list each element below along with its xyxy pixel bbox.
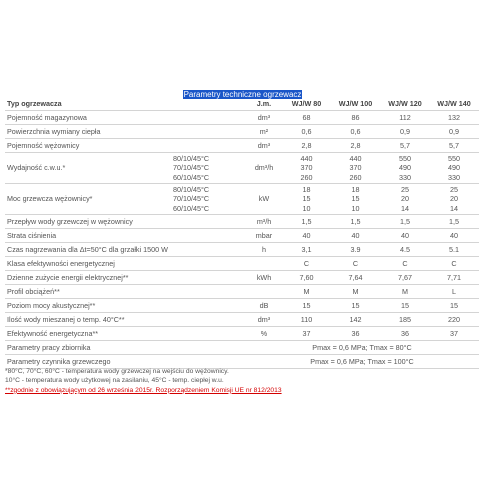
row-unit: kWh (245, 271, 283, 285)
row-label: Klasa efektywności energetycznej (5, 257, 171, 271)
value-cell (283, 125, 330, 139)
value: 185 (399, 314, 411, 324)
table-row (5, 243, 479, 257)
value-cell (330, 229, 381, 243)
value: 68 (302, 112, 311, 122)
value-cell (330, 299, 381, 313)
value: 440 (349, 153, 362, 163)
value: 330 (448, 172, 460, 182)
row-unit: h (245, 243, 283, 257)
value-cell (381, 215, 429, 229)
value: M (352, 286, 359, 296)
row-unit: dm³ (245, 111, 283, 125)
value: 18 (302, 184, 311, 194)
row-unit (245, 257, 283, 271)
value: 5.1 (449, 244, 459, 254)
value: 1,5 (400, 216, 410, 226)
value: 220 (448, 314, 460, 324)
value: 15 (302, 194, 311, 204)
value-cell (381, 139, 429, 153)
header-model: WJ/W 100 (330, 97, 381, 111)
value-cell (429, 285, 479, 299)
value: 36 (401, 328, 409, 338)
span-value: Pmax = 0,6 MPa; Tmax = 100°C (245, 355, 479, 369)
value-cell (330, 153, 381, 184)
value-cell (283, 215, 330, 229)
value-cell (330, 215, 381, 229)
row-condition (171, 313, 245, 327)
value-cell (429, 111, 479, 125)
footnote-regulation: **zgodnie z obowiązującym od 26 września 2015r. Rozporządzeniem Komisji UE nr 812/2013 (5, 386, 282, 394)
table-row (5, 153, 479, 184)
value-cell (381, 313, 429, 327)
row-condition (171, 153, 245, 184)
value-cell (330, 285, 381, 299)
value: 15 (351, 194, 360, 204)
value: 330 (399, 172, 411, 182)
value-cell (330, 111, 381, 125)
condition-line: 60/10/45°C (173, 172, 210, 182)
value: 10 (302, 203, 311, 213)
table-row (5, 229, 479, 243)
value-cell (283, 111, 330, 125)
value: C (352, 258, 359, 268)
header-unit: J.m. (245, 97, 283, 111)
row-label: Dzienne zużycie energii elektrycznej** (5, 271, 171, 285)
value: 15 (351, 300, 360, 310)
value: 40 (351, 230, 360, 240)
value: 40 (302, 230, 311, 240)
value: 550 (399, 153, 411, 163)
value: 1,5 (350, 216, 361, 226)
value-cell (429, 184, 479, 215)
condition-line: 70/10/45°C (173, 194, 210, 204)
value: 40 (401, 230, 409, 240)
table-row (5, 341, 479, 355)
value: 15 (401, 300, 409, 310)
condition-line: 70/10/45°C (173, 163, 210, 173)
row-unit: m² (245, 125, 283, 139)
caption-text: Parametry techniczne ogrzewacz (183, 90, 302, 99)
row-label: Pojemność wężownicy (5, 139, 171, 153)
value-cell (381, 184, 429, 215)
span-value: Pmax = 0,6 MPa; Tmax = 80°C (245, 341, 479, 355)
table-row (5, 299, 479, 313)
value: 110 (300, 314, 313, 324)
table-row (5, 257, 479, 271)
row-condition (171, 215, 245, 229)
header-model: WJ/W 140 (429, 97, 479, 111)
value: 20 (450, 194, 458, 204)
row-condition (171, 285, 245, 299)
row-unit: dm³/h (245, 153, 283, 184)
value: 370 (349, 163, 362, 173)
value: 490 (399, 163, 411, 173)
value-cell (429, 243, 479, 257)
value: 132 (448, 112, 460, 122)
row-label: Przepływ wody grzewczej w wężownicy (5, 215, 171, 229)
value: 18 (351, 184, 360, 194)
value: 7,67 (398, 272, 412, 282)
value: 25 (450, 184, 458, 194)
value: 4.5 (400, 244, 410, 254)
value-cell (381, 271, 429, 285)
value: C (303, 258, 310, 268)
value: 260 (349, 172, 362, 182)
row-condition (171, 271, 245, 285)
value: 0,6 (301, 126, 312, 136)
table-row (5, 125, 479, 139)
row-condition (171, 257, 245, 271)
value: 14 (401, 203, 409, 213)
value-cell (330, 327, 381, 341)
row-label: Ilość wody mieszanej o temp. 40°C** (5, 313, 171, 327)
value-cell (283, 327, 330, 341)
row-label: Efektywność energetyczna** (5, 327, 171, 341)
value-cell (283, 257, 330, 271)
value: 2,8 (301, 140, 312, 150)
table-row (5, 313, 479, 327)
value-cell (381, 243, 429, 257)
value-cell (429, 215, 479, 229)
table-row (5, 285, 479, 299)
value-cell (330, 125, 381, 139)
value: 37 (450, 328, 458, 338)
value-cell (283, 184, 330, 215)
value-cell (330, 139, 381, 153)
condition-line: 80/10/45°C (173, 184, 210, 194)
table-row (5, 327, 479, 341)
value-cell (381, 285, 429, 299)
row-condition (171, 111, 245, 125)
value: M (402, 286, 408, 296)
value: 1,5 (301, 216, 312, 226)
value: 5,7 (400, 140, 410, 150)
value-cell (330, 243, 381, 257)
value-cell (429, 299, 479, 313)
value: 36 (351, 328, 360, 338)
value-cell (429, 125, 479, 139)
value-cell (429, 257, 479, 271)
value-cell (429, 271, 479, 285)
table-row (5, 215, 479, 229)
row-unit (245, 285, 283, 299)
table-row (5, 184, 479, 215)
row-condition (171, 184, 245, 215)
value-cell (381, 327, 429, 341)
row-condition (171, 299, 245, 313)
value-cell (429, 153, 479, 184)
row-label: Powierzchnia wymiany ciepła (5, 125, 171, 139)
row-condition (171, 229, 245, 243)
value-cell (283, 285, 330, 299)
value: 20 (401, 194, 409, 204)
value: 40 (450, 230, 458, 240)
value-cell (381, 111, 429, 125)
value: 7,64 (348, 272, 363, 282)
value: 5,7 (449, 140, 459, 150)
value-cell (429, 229, 479, 243)
value-cell (283, 313, 330, 327)
value-cell (283, 153, 330, 184)
value-cell (381, 229, 429, 243)
value: 0,9 (449, 126, 459, 136)
value-cell (283, 139, 330, 153)
row-label: Poziom mocy akustycznej** (5, 299, 171, 313)
value: 25 (401, 184, 409, 194)
value-cell (429, 313, 479, 327)
row-condition (171, 327, 245, 341)
row-label: Parametry czynnika grzewczego (5, 355, 245, 369)
row-unit: dB (245, 299, 283, 313)
value: 7,71 (447, 272, 461, 282)
value: 3,1 (301, 244, 312, 254)
condition-line: 80/10/45°C (173, 153, 210, 163)
value-cell (283, 271, 330, 285)
value-cell (429, 139, 479, 153)
value-cell (381, 257, 429, 271)
value: 86 (351, 112, 360, 122)
value: 550 (448, 153, 460, 163)
value: 2,8 (350, 140, 361, 150)
header-model: WJ/W 120 (381, 97, 429, 111)
value: C (451, 258, 457, 268)
table-row (5, 111, 479, 125)
value: 3.9 (350, 244, 361, 254)
header-type: Typ ogrzewacza (5, 97, 171, 111)
spec-table (5, 97, 479, 369)
footnote: *80°C, 70°C, 60°C - temperatura wody grzewczej na wejściu do wężownicy. (5, 368, 229, 375)
value: 14 (450, 203, 458, 213)
row-unit: m³/h (245, 215, 283, 229)
value-cell (381, 125, 429, 139)
table-row (5, 139, 479, 153)
header-condition (171, 97, 245, 111)
footnote: 10°C - temperatura wody użytkowej na zasilaniu, 45°C - temp. ciepłej w.u. (5, 377, 224, 385)
row-unit: dm³ (245, 139, 283, 153)
value: 37 (302, 328, 311, 338)
row-unit: % (245, 327, 283, 341)
value: M (303, 286, 310, 296)
table-row (5, 271, 479, 285)
value: 0,6 (350, 126, 361, 136)
condition-line: 60/10/45°C (173, 203, 210, 213)
row-condition (171, 125, 245, 139)
value-cell (283, 243, 330, 257)
table-body (5, 111, 479, 369)
value-cell (330, 257, 381, 271)
footnotes (5, 367, 481, 395)
value: 0,9 (400, 126, 410, 136)
value: 15 (302, 300, 311, 310)
value: 260 (300, 172, 313, 182)
value: 1,5 (449, 216, 459, 226)
row-label: Czas nagrzewania dla Δt=50°C dla grzałki 1500 W (5, 243, 171, 257)
header-model: WJ/W 80 (283, 97, 330, 111)
value: 7,60 (299, 272, 314, 282)
value: 142 (349, 314, 362, 324)
row-label: Profil obciążeń** (5, 285, 171, 299)
row-condition (171, 139, 245, 153)
row-unit: dm³ (245, 313, 283, 327)
value: C (402, 258, 408, 268)
value: 440 (300, 153, 313, 163)
row-label: Strata ciśnienia (5, 229, 171, 243)
value-cell (429, 327, 479, 341)
row-unit: mbar (245, 229, 283, 243)
value-cell (330, 184, 381, 215)
value-cell (381, 299, 429, 313)
row-label: Moc grzewcza wężownicy* (5, 184, 171, 215)
value: 490 (448, 163, 460, 173)
value: 112 (399, 112, 411, 122)
value-cell (381, 153, 429, 184)
value-cell (330, 271, 381, 285)
header-row (5, 97, 479, 111)
value: 370 (300, 163, 313, 173)
value: 15 (450, 300, 458, 310)
row-label: Wydajność c.w.u.* (5, 153, 171, 184)
value: 10 (351, 203, 360, 213)
value: L (452, 286, 456, 296)
value-cell (283, 229, 330, 243)
row-label: Pojemność magazynowa (5, 111, 171, 125)
row-label: Parametry pracy zbiornika (5, 341, 245, 355)
row-unit: kW (245, 184, 283, 215)
value-cell (330, 313, 381, 327)
value-cell (283, 299, 330, 313)
row-condition (171, 243, 245, 257)
